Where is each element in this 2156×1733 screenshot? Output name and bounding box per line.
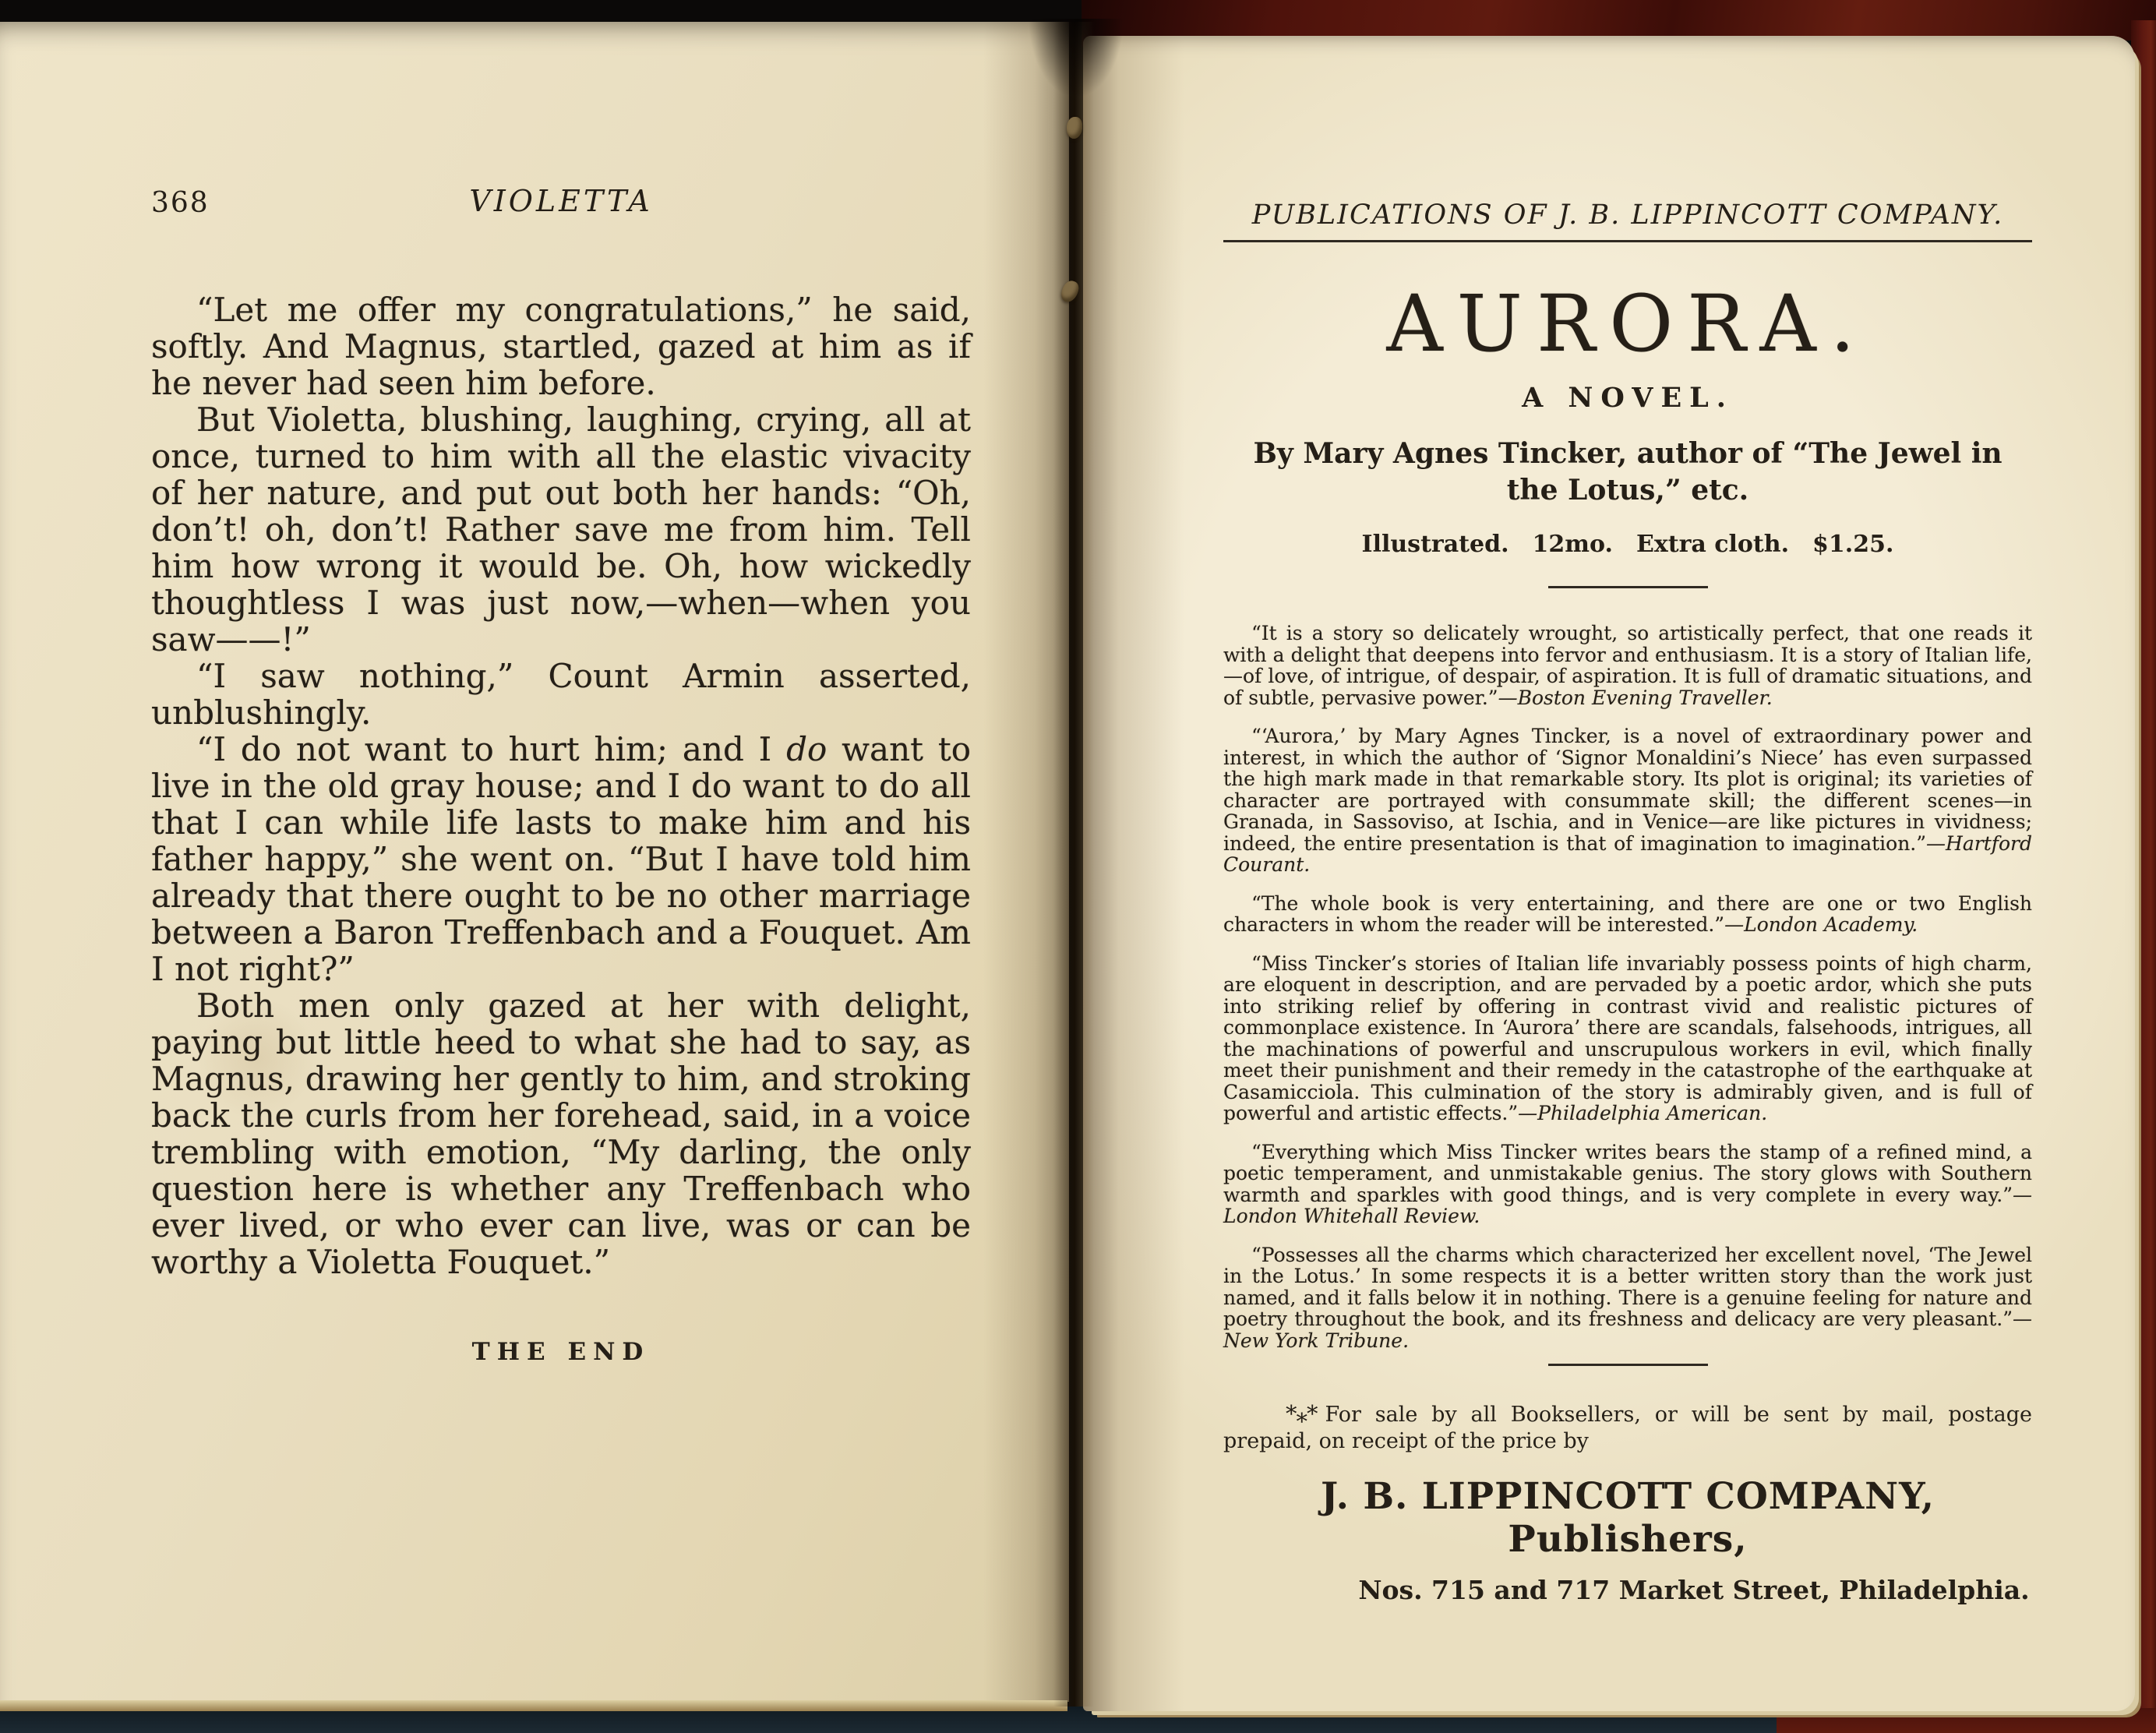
novel-paragraph: “I saw nothing,” Count Armin asserted, unblushingly. <box>151 657 971 732</box>
review-quote <box>1223 1244 2032 1352</box>
page-header <box>151 184 971 221</box>
book-subtitle: A NOVEL. <box>1522 382 1734 414</box>
review-text: “Possesses all the charms which characterized her excellent novel, ‘The Jewel in the Lotus.’ In some respects it is a better written story than the work just named, and it falls below it in nothing. There is a genuine feeling for nature and poetry throughout the book, and its freshness and delicacy are very pleasant.” <box>1223 1243 2032 1330</box>
book-title: AURORA. <box>1386 278 1869 369</box>
left-page-bottom-edge <box>0 1700 1067 1711</box>
review-quote <box>1223 725 2032 876</box>
publisher-address: Nos. 715 and 717 Market Street, Philadelphia. <box>1358 1575 2030 1605</box>
review-text: “‘Aurora,’ by Mary Agnes Tincker, is a novel of extraordinary power and interest, in which the author of ‘Signor Monaldini’s Niece’ has even surpassed the high mark made in that remarkable story. Its plot is original; its varieties of character are portrayed with consummate skill; the different scenes—in Granada, in Sassoviso, at Ischia, and in Venice—are like pictures in vividness; indeed, the entire presentation is that of imagination to imagination.” <box>1223 725 2032 855</box>
book-cover-bottom-edge <box>1777 1708 2156 1733</box>
review-quote <box>1223 893 2032 936</box>
book-gutter <box>1053 22 1094 1707</box>
divider-rule <box>1223 240 2032 242</box>
the-end-label: THE END <box>471 1338 651 1366</box>
publisher-header: PUBLICATIONS OF J. B. LIPPINCOTT COMPANY. <box>1251 199 2004 231</box>
review-text: “Miss Tincker’s stories of Italian life invariably possess points of high charm, are eloquent in description, and are pervaded by a poetic ardor, which she puts into striking relief by offering in contrast vivid and realistic pictures of commonplace existence. In ‘Aurora’ there are scandals, falsehoods, intrigues, all the machinations of powerful and unscrupulous workers in evil, which finally meet their punishment and their remedy in the catastrophe of the earthquake at Casamicciola. This culmination of the story is admirably given, and is full of powerful and artistic effects.” <box>1223 951 2032 1124</box>
asterism-mark: *** <box>1286 1400 1318 1435</box>
novel-paragraph: “I do not want to hurt him; and I do want to live in the old gray house; and I do want to do all that I can while life lasts to make him and his father happy,” she went on. “But I have told him already that there ought to be no other marriage between a Baron Treffenbach and a Fouquet. Am I not right?” <box>151 730 971 988</box>
review-quote <box>1223 1142 2032 1227</box>
sale-note-text: For sale by all Booksellers, or will be sent by mail, postage prepaid, on receipt of the price by <box>1223 1403 2032 1453</box>
review-source: —Philadelphia American. <box>1518 1102 1768 1124</box>
review-source: —New York Tribune. <box>1223 1308 2032 1352</box>
review-source: —London Whitehall Review. <box>1223 1183 2032 1227</box>
gutter-shadow <box>1010 19 1142 128</box>
novel-text <box>151 291 971 1280</box>
running-title: VIOLETTA <box>469 184 653 218</box>
press-reviews <box>1223 623 2032 1351</box>
review-text: “The whole book is very entertaining, and there are one or two English characters in whom the reader will be interested.” <box>1223 891 2032 936</box>
review-text: “It is a story so delicately wrought, so artistically perfect, that one reads it with a delight that deepens into fervor and enthusiasm. It is a story of Italian life,—of love, of intrigue, of despair, of aspiration. It is full of dramatic situations, and of subtle, pervasive power.” <box>1223 622 2032 709</box>
right-page <box>1083 36 2135 1711</box>
novel-paragraph: Both men only gazed at her with delight, paying but little heed to what she had to say, as Magnus, drawing her gently to him, and stroking back the curls from her forehead, said, in a voice trembling with emotion, “My darling, the only question here is whether any Treffenbach who ever lived, or who ever can live, was or can be worthy a Violetta Fouquet.” <box>151 987 971 1281</box>
edition-details: Illustrated. 12mo. Extra cloth. $1.25. <box>1361 531 1894 558</box>
sale-note <box>1223 1400 2032 1455</box>
review-text: “Everything which Miss Tincker writes bears the stamp of a refined mind, a poetic temperament, and unmistakable genius. The story glows with Southern warmth and sparkles with good things, and is very complete in every way.” <box>1223 1140 2032 1206</box>
author-byline: By Mary Agnes Tincker, author of “The Jewel in the Lotus,” etc. <box>1253 437 2003 506</box>
review-source: —Hartford Courant. <box>1223 831 2032 876</box>
novel-paragraph: But Violetta, blushing, laughing, crying, all at once, turned to him with all the elastic vivacity of her nature, and put out both her hands: “Oh, don’t! oh, don’t! Rather save me from him. Tell him how wrong it would be. Oh, how wickedly thoughtless I was just now,—when—when you saw——!” <box>151 401 971 658</box>
left-page <box>0 22 1069 1702</box>
divider-rule <box>1548 586 1708 588</box>
review-source: —London Academy. <box>1724 913 1918 936</box>
publisher-name: J. B. LIPPINCOTT COMPANY, Publishers, <box>1321 1475 1935 1561</box>
right-page-content <box>1083 36 2135 1711</box>
binding-thread <box>1059 278 1081 304</box>
review-quote <box>1223 623 2032 708</box>
novel-paragraph: “Let me offer my congratulations,” he said, softly. And Magnus, startled, gazed at him as if he never had seen him before. <box>151 291 971 402</box>
review-source: —Boston Evening Traveller. <box>1498 686 1773 709</box>
left-page-content <box>0 22 1069 1702</box>
review-quote <box>1223 953 2032 1124</box>
page-number: 368 <box>151 187 210 219</box>
divider-rule <box>1548 1364 1708 1366</box>
